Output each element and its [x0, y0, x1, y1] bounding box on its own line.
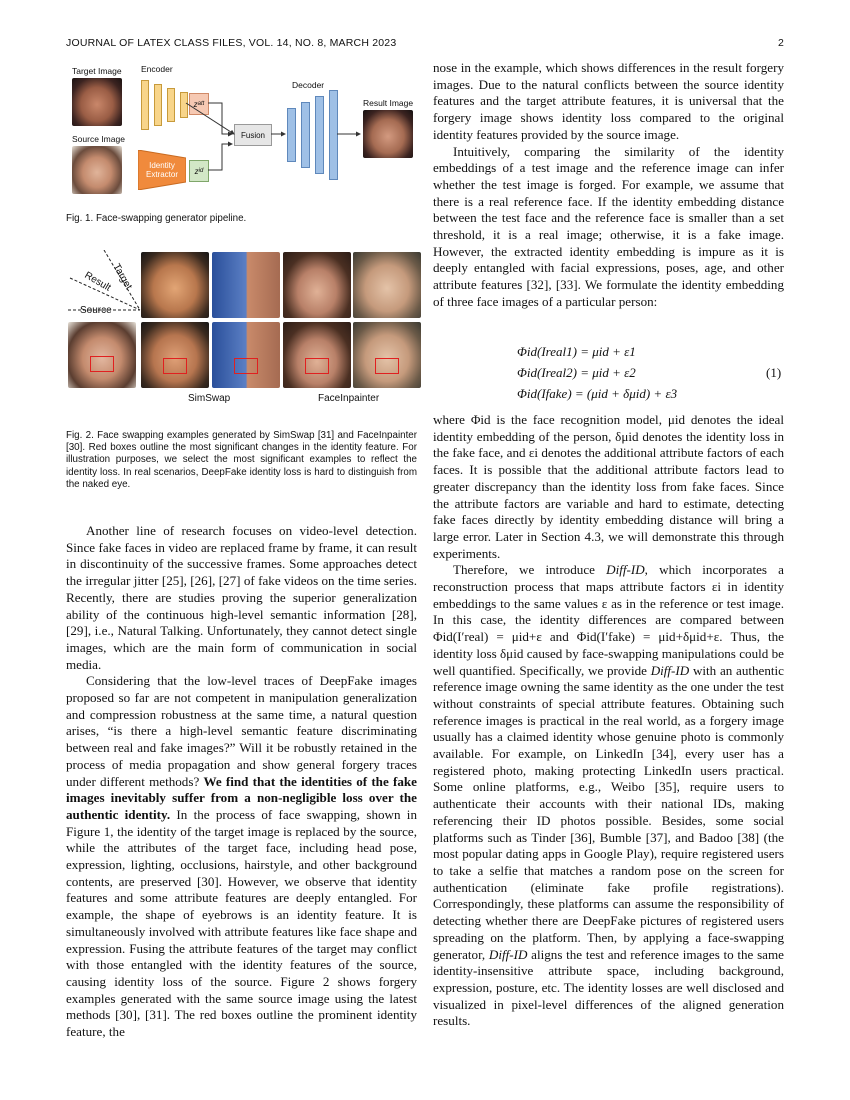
text-run: aligns the test and reference images to the same identity-insensitive attribute space, including background, expression, posture, etc. The identity losses are well disclosed and visualized in pixel-level differences of the aligned generation results. — [433, 946, 784, 1029]
equation-line: Φid(Ireal2) = μid + ε2 — [517, 365, 636, 380]
text-run: Therefore, we introduce — [453, 562, 595, 578]
target-face-3 — [283, 252, 351, 318]
z-att-box: z att — [189, 93, 209, 115]
target-face-image — [72, 78, 122, 126]
target-face-4 — [353, 252, 421, 318]
identity-highlight-box — [163, 358, 187, 374]
running-header: JOURNAL OF LATEX CLASS FILES, VOL. 14, NO. 8, MARCH 2023 — [66, 37, 397, 49]
method-name: Diff-ID — [606, 562, 645, 578]
z-id-box: z id — [189, 160, 209, 182]
result-face-image — [363, 110, 413, 158]
identity-highlight-box — [234, 358, 258, 374]
label-source: Source — [80, 305, 112, 316]
page-number: 2 — [778, 37, 785, 49]
paragraph: nose in the example, which shows differences in the result forgery images. Due to the natural conflicts between the source identity features and the target attribute features, it is universal that the forgery image shows identity loss compared to the original identity features provided by the source image. — [433, 60, 784, 142]
label-faceinpainter: FaceInpainter — [318, 393, 380, 404]
source-face-image — [72, 146, 122, 194]
text-run: with an authentic reference image owning the same identity as the one under the test without constraints of special attribute features. Obtaining such reference images is practical in the real world, as a forgery image usually has a claimed identity whose genuine photo is commonly available. For example, on LinkedIn [34], every user has a registered photo, making protecting LinkedIn users practical. Some online platforms, e.g., Weibo [35], require users to authenticate their accounts with their national IDs, making referencing their ID photos possible. Besides, some social platforms such as Tinder [36], Bumble [37], and Badoo [38] (the most popular dating apps in Google Play), require registered users to take a selfie that matches a random pose on the screen for authentication (eliminate fake profile registrations). Correspondingly, these platforms can assume the responsibility of detecting whether there are DeepFake pictures of registered users spreading on the platform. Then, by applying a face-swapping generator, — [433, 662, 784, 962]
text-run: Considering that the low-level traces of DeepFake images proposed so far are not competent in manipulation generalization and compression robustness at the same time, a natural question arises, “is there a high-level semantic feature discriminating between real and fake images?” Will it be robustly retained in the process of media propagation and show general forgery traces under different methods? — [66, 673, 417, 789]
text-run: , which incorporates a reconstruction process that maps attribute factors εi in identity embeddings to the same values ε as in the reference or test image. In this case, the identity differences are compared between Φid(I′real) = μid+ε and Φid(I′fake) = μid+δμid+ε. Thus, the identity loss δμid caused by face-swapping manipulations could be well quantified. Specifically, we provide — [433, 562, 784, 678]
right-column-continued — [433, 412, 784, 1030]
label-decoder: Decoder — [292, 80, 325, 90]
label-source-image: Source Image — [72, 134, 125, 144]
bold-claim: We find that the identities of the fake images inevitably suffer from a non-negligible loss over the authentic identity. — [66, 773, 417, 822]
identity-extractor-label: Identity Extractor — [145, 161, 178, 179]
equation-number: (1) — [766, 365, 782, 380]
target-face-1 — [141, 252, 209, 318]
result-face-2 — [212, 322, 280, 388]
fusion-box: Fusion — [234, 124, 272, 146]
label-target: Target — [110, 262, 134, 292]
paragraph: Another line of research focuses on video-level detection. Since fake faces in video are replaced frame by frame, it can result in discontinuity of the successive frames. Some approaches detect the irregular jitter [25], [26], [27] of fake videos on the time series. Recently, there are studies proving the superior generalization ability of the continuous high-level semantic information [28], [29], i.e., Natural Talking. Unfortunately, they cannot detect single images, which are the main form of communication in social media. — [66, 523, 417, 672]
paragraph: Intuitively, comparing the similarity of the identity embeddings of a test image and the reference image can infer whether the test image is forged. For example, we assume that there is a real reference face. If the identity embedding distance between the test face and the reference face is smaller than a set threshold, it is a real image; otherwise, it is a fake image. However, the extracted identity embedding is impure as it is deeply entangled with facial expressions, poses, age, and other attribute features [32], [33]. We formulate the identity embedding of three face images of a particular person: — [433, 143, 784, 309]
identity-highlight-box — [375, 358, 399, 374]
left-column — [66, 523, 417, 1041]
pipeline-arrows — [120, 60, 370, 200]
identity-highlight-box — [90, 356, 114, 372]
result-face-3 — [283, 322, 351, 388]
source-face-image — [68, 322, 136, 388]
result-face-4 — [353, 322, 421, 388]
result-face-1 — [141, 322, 209, 388]
equation-line: Φid(Ifake) = (μid + δμid) + ε3 — [517, 386, 678, 401]
method-name: Diff-ID — [488, 946, 528, 962]
text-run: In the process of face swapping, shown in Figure 1, the identity of the target image is replaced by the source, while the attributes of the target face, including head pose, expression, lighting, occlusions, hairstyle, and other background contents, are preserved [30]. However, we observe that identity features and some attribute features are deeply entangled. For example, the shape of eyebrows is an identity feature. It is simultaneously involved with attribute features like face shape and expression. Fusing the attribute features of the target may conflict with those entangled with the identity features of the source, causing identity loss of the source. Figure 2 shows forgery examples generated with the same source image using the latest methods [30], [31]. The red boxes outline the prominent identity feature, the — [66, 806, 417, 1040]
paragraph — [433, 562, 784, 1030]
identity-highlight-box — [305, 358, 329, 374]
label-result-image: Result Image — [363, 98, 414, 108]
label-simswap: SimSwap — [188, 393, 231, 404]
label-result: Result — [82, 270, 113, 294]
paragraph: where Φid is the face recognition model, μid denotes the ideal identity embedding of the person, δμid denotes the identity loss in the fake face, and εi denotes the additional attribute factors of each faces. It is possible that the additional attribute factors lead to greater discrepancy than the identity loss from fake faces. Since the attribute factors are variable and hard to estimate, detecting fake faces directly by identity embedding distance will bring a large error. Later in Section 4.3, we will demonstrate this through experiments. — [433, 412, 784, 561]
method-name: Diff-ID — [650, 662, 690, 678]
label-encoder: Encoder — [141, 64, 173, 74]
paragraph — [66, 673, 417, 1040]
figure-2-caption: Fig. 2. Face swapping examples generated by SimSwap [31] and FaceInpainter [30]. Red boxes outline the most significant changes in the identity feature. For illustration purposes, we select the most significant examples to reflect the identity loss. In real scenarios, DeepFake identity loss is hard to distinguish from the naked eye. — [66, 430, 417, 490]
figure-1-caption: Fig. 1. Face-swapping generator pipeline. — [66, 213, 247, 224]
right-column — [433, 60, 784, 311]
target-face-2 — [212, 252, 280, 318]
label-target-image: Target Image — [72, 66, 122, 76]
equation-line: Φid(Ireal1) = μid + ε1 — [517, 344, 636, 359]
